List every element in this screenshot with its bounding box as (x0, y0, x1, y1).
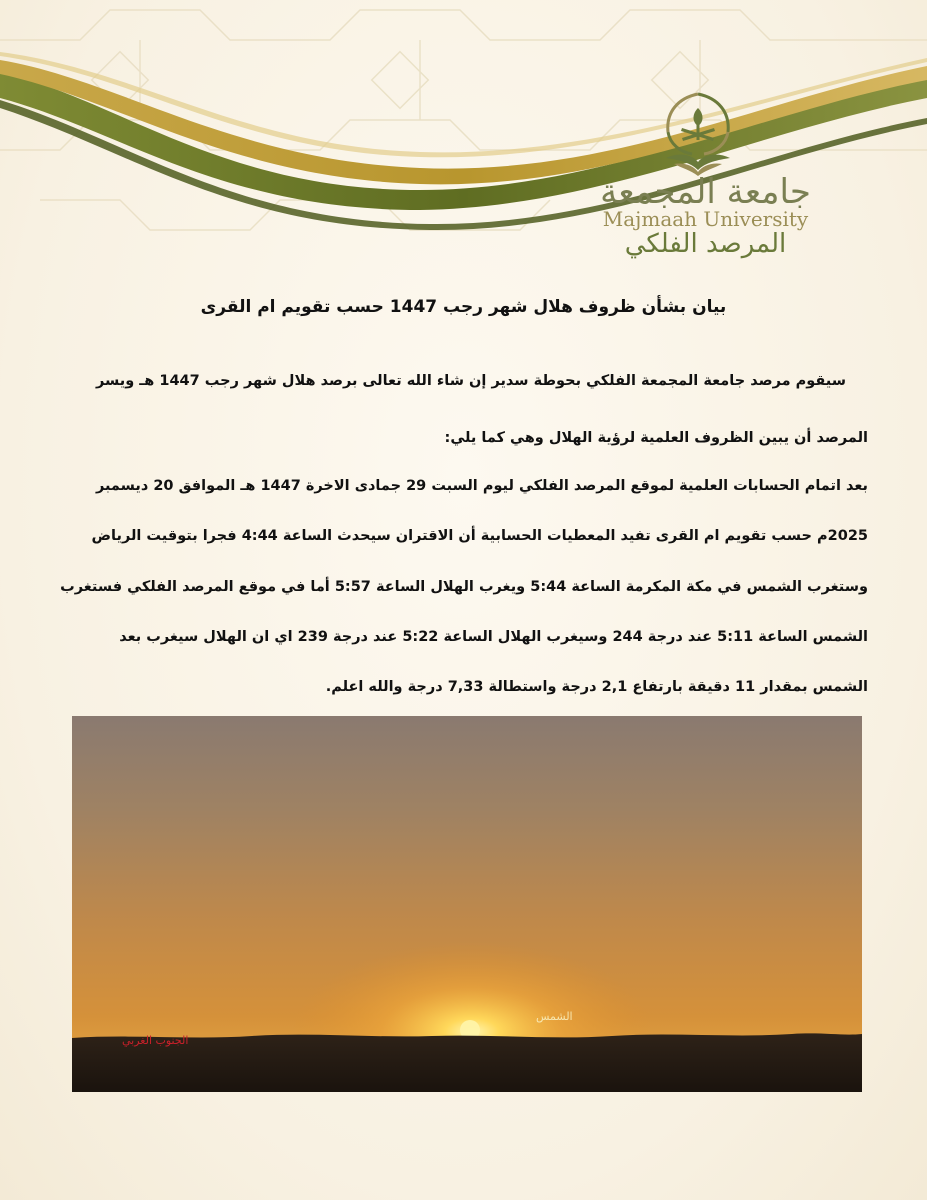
observatory-name: المرصد الفلكي (624, 229, 787, 259)
body-line: الشمس الساعة 5:11 عند درجة 244 وسيغرب الهلال الساعة 5:22 عند درجة 239 اي ان الهلال سيغرب بعد (119, 629, 868, 645)
sunset-scene (72, 716, 862, 1092)
emblem-icon (648, 88, 748, 178)
southwest-label: الجنوب الغربي (122, 1034, 189, 1047)
body-line: وستغرب الشمس في مكة المكرمة الساعة 5:44 ويغرب الهلال الساعة 5:57 أما في موقع المرصد الفلكي فستغرب (60, 579, 868, 595)
body-line: سيقوم مرصد جامعة المجمعة الفلكي بحوطة سدير إن شاء الله تعالى برصد هلال شهر رجب 1447 هـ ويسر (96, 373, 846, 389)
university-name-en: Majmaah University (602, 207, 809, 231)
statement-title: بيان بشأن ظروف هلال شهر رجب 1447 حسب تقويم ام القرى (200, 297, 727, 317)
body-line: المرصد أن يبين الظروف العلمية لرؤية الهلال وهي كما يلي: (444, 430, 868, 446)
university-logo (598, 88, 813, 268)
body-line: 2025م حسب تقويم ام القرى تفيد المعطيات الحسابية أن الاقتران سيحدث الساعة 4:44 فجرا بتوقيت الرياض (91, 528, 868, 544)
body-line: بعد اتمام الحسابات العلمية لموقع المرصد الفلكي ليوم السبت 29 جمادى الاخرة 1447 هـ الموافق 20 ديسمبر (95, 478, 868, 494)
sunset-photo (72, 716, 862, 1092)
sun-label: الشمس (536, 1010, 573, 1023)
university-name-ar: جامعة المجمعة (600, 172, 811, 212)
body-line: الشمس بمقدار 11 دقيقة بارتفاع 2,1 درجة واستطالة 7,33 درجة والله اعلم. (325, 679, 868, 695)
